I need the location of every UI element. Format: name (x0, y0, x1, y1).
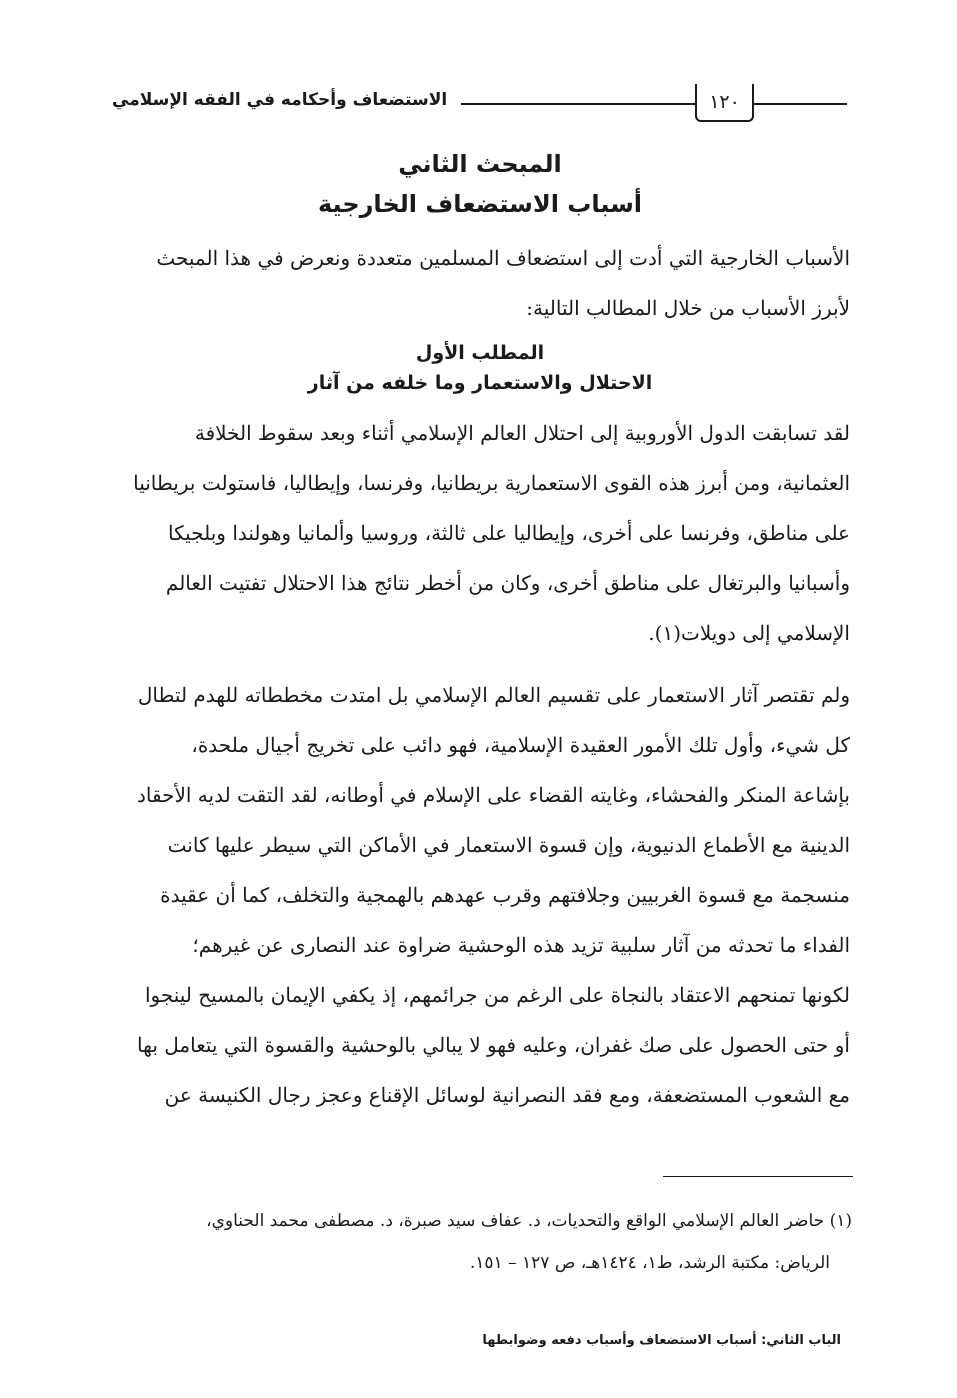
text-line: كل شيء، وأول تلك الأمور العقيدة الإسلامية، فهو دائب على تخريج أجيال ملحدة، (191, 733, 850, 757)
text-line: الأسباب الخارجية التي أدت إلى استضعاف المسلمين متعددة ونعرض في هذا المبحث (156, 246, 850, 270)
page-number: ١٢٠ (695, 84, 754, 122)
header-rule-right (750, 103, 847, 105)
footnote-line: (١) حاضر العالم الإسلامي الواقع والتحديات، د. عفاف سيد صبرة، د. مصطفى محمد الحناوي، (206, 1211, 852, 1231)
section-subtitle: أسباب الاستضعاف الخارجية (317, 190, 643, 218)
text-line: الإسلامي إلى دويلات(١). (648, 621, 850, 645)
footnote (116, 1200, 852, 1284)
footnote-separator (663, 1176, 853, 1177)
text-line: الدينية مع الأطماع الدنيوية، وإن قسوة الاستعمار في الأماكن التي سيطر عليها كانت (167, 833, 850, 857)
text-line: على مناطق، وفرنسا على أخرى، وإيطاليا على ثالثة، وروسيا وألمانيا وهولندا وبلجيكا (168, 521, 850, 545)
text-line: لكونها تمنحهم الاعتقاد بالنجاة على الرغم من جرائمهم، إذ يكفي الإيمان بالمسيح لينجوا (144, 983, 850, 1007)
page-header (112, 84, 847, 124)
text-line: العثمانية، ومن أبرز هذه القوى الاستعمارية بريطانيا، وفرنسا، وإيطاليا، فاستولت بريطانيا (133, 471, 850, 495)
text-line: منسجمة مع قسوة الغربيين وجلافتهم وقرب عهدهم بالهمجية والتخلف، كما أن عقيدة (160, 883, 850, 907)
text-line: لأبرز الأسباب من خلال المطالب التالية: (526, 296, 850, 320)
running-title: الاستضعاف وأحكامه في الفقه الإسلامي (112, 90, 461, 110)
subsection-subtitle: الاحتلال والاستعمار وما خلفه من آثار (307, 372, 653, 394)
footnote-line: الرياض: مكتبة الرشد، ط١، ١٤٢٤هـ، ص ١٢٧ – ١٥١. (469, 1253, 830, 1273)
intro-paragraph (116, 233, 850, 333)
text-line: ولم تقتصر آثار الاستعمار على تقسيم العالم الإسلامي بل امتدت مخططاته للهدم لتطال (137, 683, 850, 707)
paragraph-1 (116, 408, 850, 658)
text-line: الفداء ما تحدثه من آثار سلبية تزيد هذه الوحشية ضراوة عند النصارى عن غيرهم؛ (192, 933, 850, 957)
page-footer: الباب الثاني: أسباب الاستضعاف وأسباب دفعه وضوابطها (482, 1333, 841, 1348)
text-line: لقد تسابقت الدول الأوروبية إلى احتلال العالم الإسلامي أثناء وبعد سقوط الخلافة (194, 421, 850, 445)
text-line: بإشاعة المنكر والفحشاء، وغايته القضاء على الإسلام في أوطانه، لقد التقت لديه الأحقاد (137, 783, 850, 807)
text-line: مع الشعوب المستضعفة، ومع فقد النصرانية لوسائل الإقناع وعجز رجال الكنيسة عن (164, 1083, 850, 1107)
paragraph-2 (116, 670, 850, 1120)
text-line: وأسبانيا والبرتغال على مناطق أخرى، وكان من أخطر نتائج هذا الاحتلال تفتيت العالم (165, 571, 850, 595)
subsection-title: المطلب الأول (415, 342, 545, 364)
text-line: أو حتى الحصول على صك غفران، وعليه فهو لا يبالي بالوحشية والقسوة التي يتعامل بها (137, 1033, 850, 1057)
section-title: المبحث الثاني (398, 150, 562, 178)
